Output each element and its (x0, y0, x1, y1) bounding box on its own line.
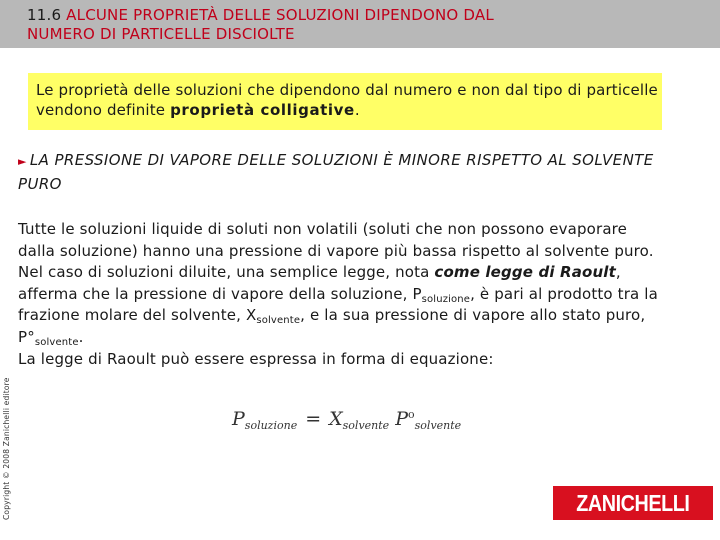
paragraph-3: La legge di Raoult può essere espressa in forma di equazione: (18, 349, 494, 368)
paragraph-2-e: . (78, 327, 84, 346)
raoult-equation (232, 408, 461, 430)
paragraph-2-b: , afferma che la pressione di vapore della soluzione, P (18, 263, 621, 303)
title-line-1: ALCUNE PROPRIETÀ DELLE SOLUZIONI DIPENDONO DAL (66, 6, 494, 24)
subscript-solvente-2: solvente (34, 336, 79, 348)
equation-lhs-sub: soluzione (244, 419, 298, 432)
copyright-notice: Copyright © 2008 Zanichelli editore (2, 377, 11, 520)
definition-box (28, 73, 662, 130)
equation-p-sup: o (408, 408, 415, 421)
raoult-law-term: come legge di Raoult (434, 263, 616, 282)
slide-title (27, 6, 697, 44)
triangle-marker-icon: ► (18, 155, 27, 168)
equation-lhs: P (232, 408, 245, 430)
equation-p: P (395, 408, 409, 430)
logo-text: ZANICHELLI (576, 489, 690, 516)
equation-x: X (329, 408, 343, 430)
title-line-2: NUMERO DI PARTICELLE DISCIOLTE (27, 25, 295, 43)
paragraph-2-c: , è pari al prodotto tra la frazione molare del solvente, X (18, 284, 658, 325)
subscript-soluzione: soluzione (421, 293, 471, 305)
subheading-text: LA PRESSIONE DI VAPORE DELLE SOLUZIONI È MINORE RISPETTO AL SOLVENTE PURO (18, 151, 654, 193)
definition-main: Le proprietà delle soluzioni che dipendono dal numero e non dal tipo di particelle vendono definite (36, 81, 658, 119)
title-bar (0, 0, 720, 48)
equation-equals: = (305, 408, 322, 430)
definition-text (36, 80, 658, 120)
section-number: 11.6 (27, 6, 62, 24)
equation-p-sub: solvente (414, 419, 462, 432)
equation-x-sub: solvente (342, 419, 390, 432)
paragraph-2-d: , e la sua pressione di vapore allo stato puro, P° (18, 306, 646, 346)
body-text (18, 219, 668, 370)
subheading (18, 149, 658, 195)
definition-term: proprietà colligative (170, 101, 355, 119)
paragraph-2-a: Nel caso di soluzioni diluite, una semplice legge, nota (18, 263, 430, 282)
subscript-solvente: solvente (256, 315, 301, 327)
paragraph-1: Tutte le soluzioni liquide di soluti non volatili (soluti che non possono evaporare dalla soluzione) hanno una pressione di vapore più bassa rispetto al solvente puro. (18, 220, 654, 260)
definition-end: . (354, 101, 360, 119)
zanichelli-logo (553, 486, 713, 520)
